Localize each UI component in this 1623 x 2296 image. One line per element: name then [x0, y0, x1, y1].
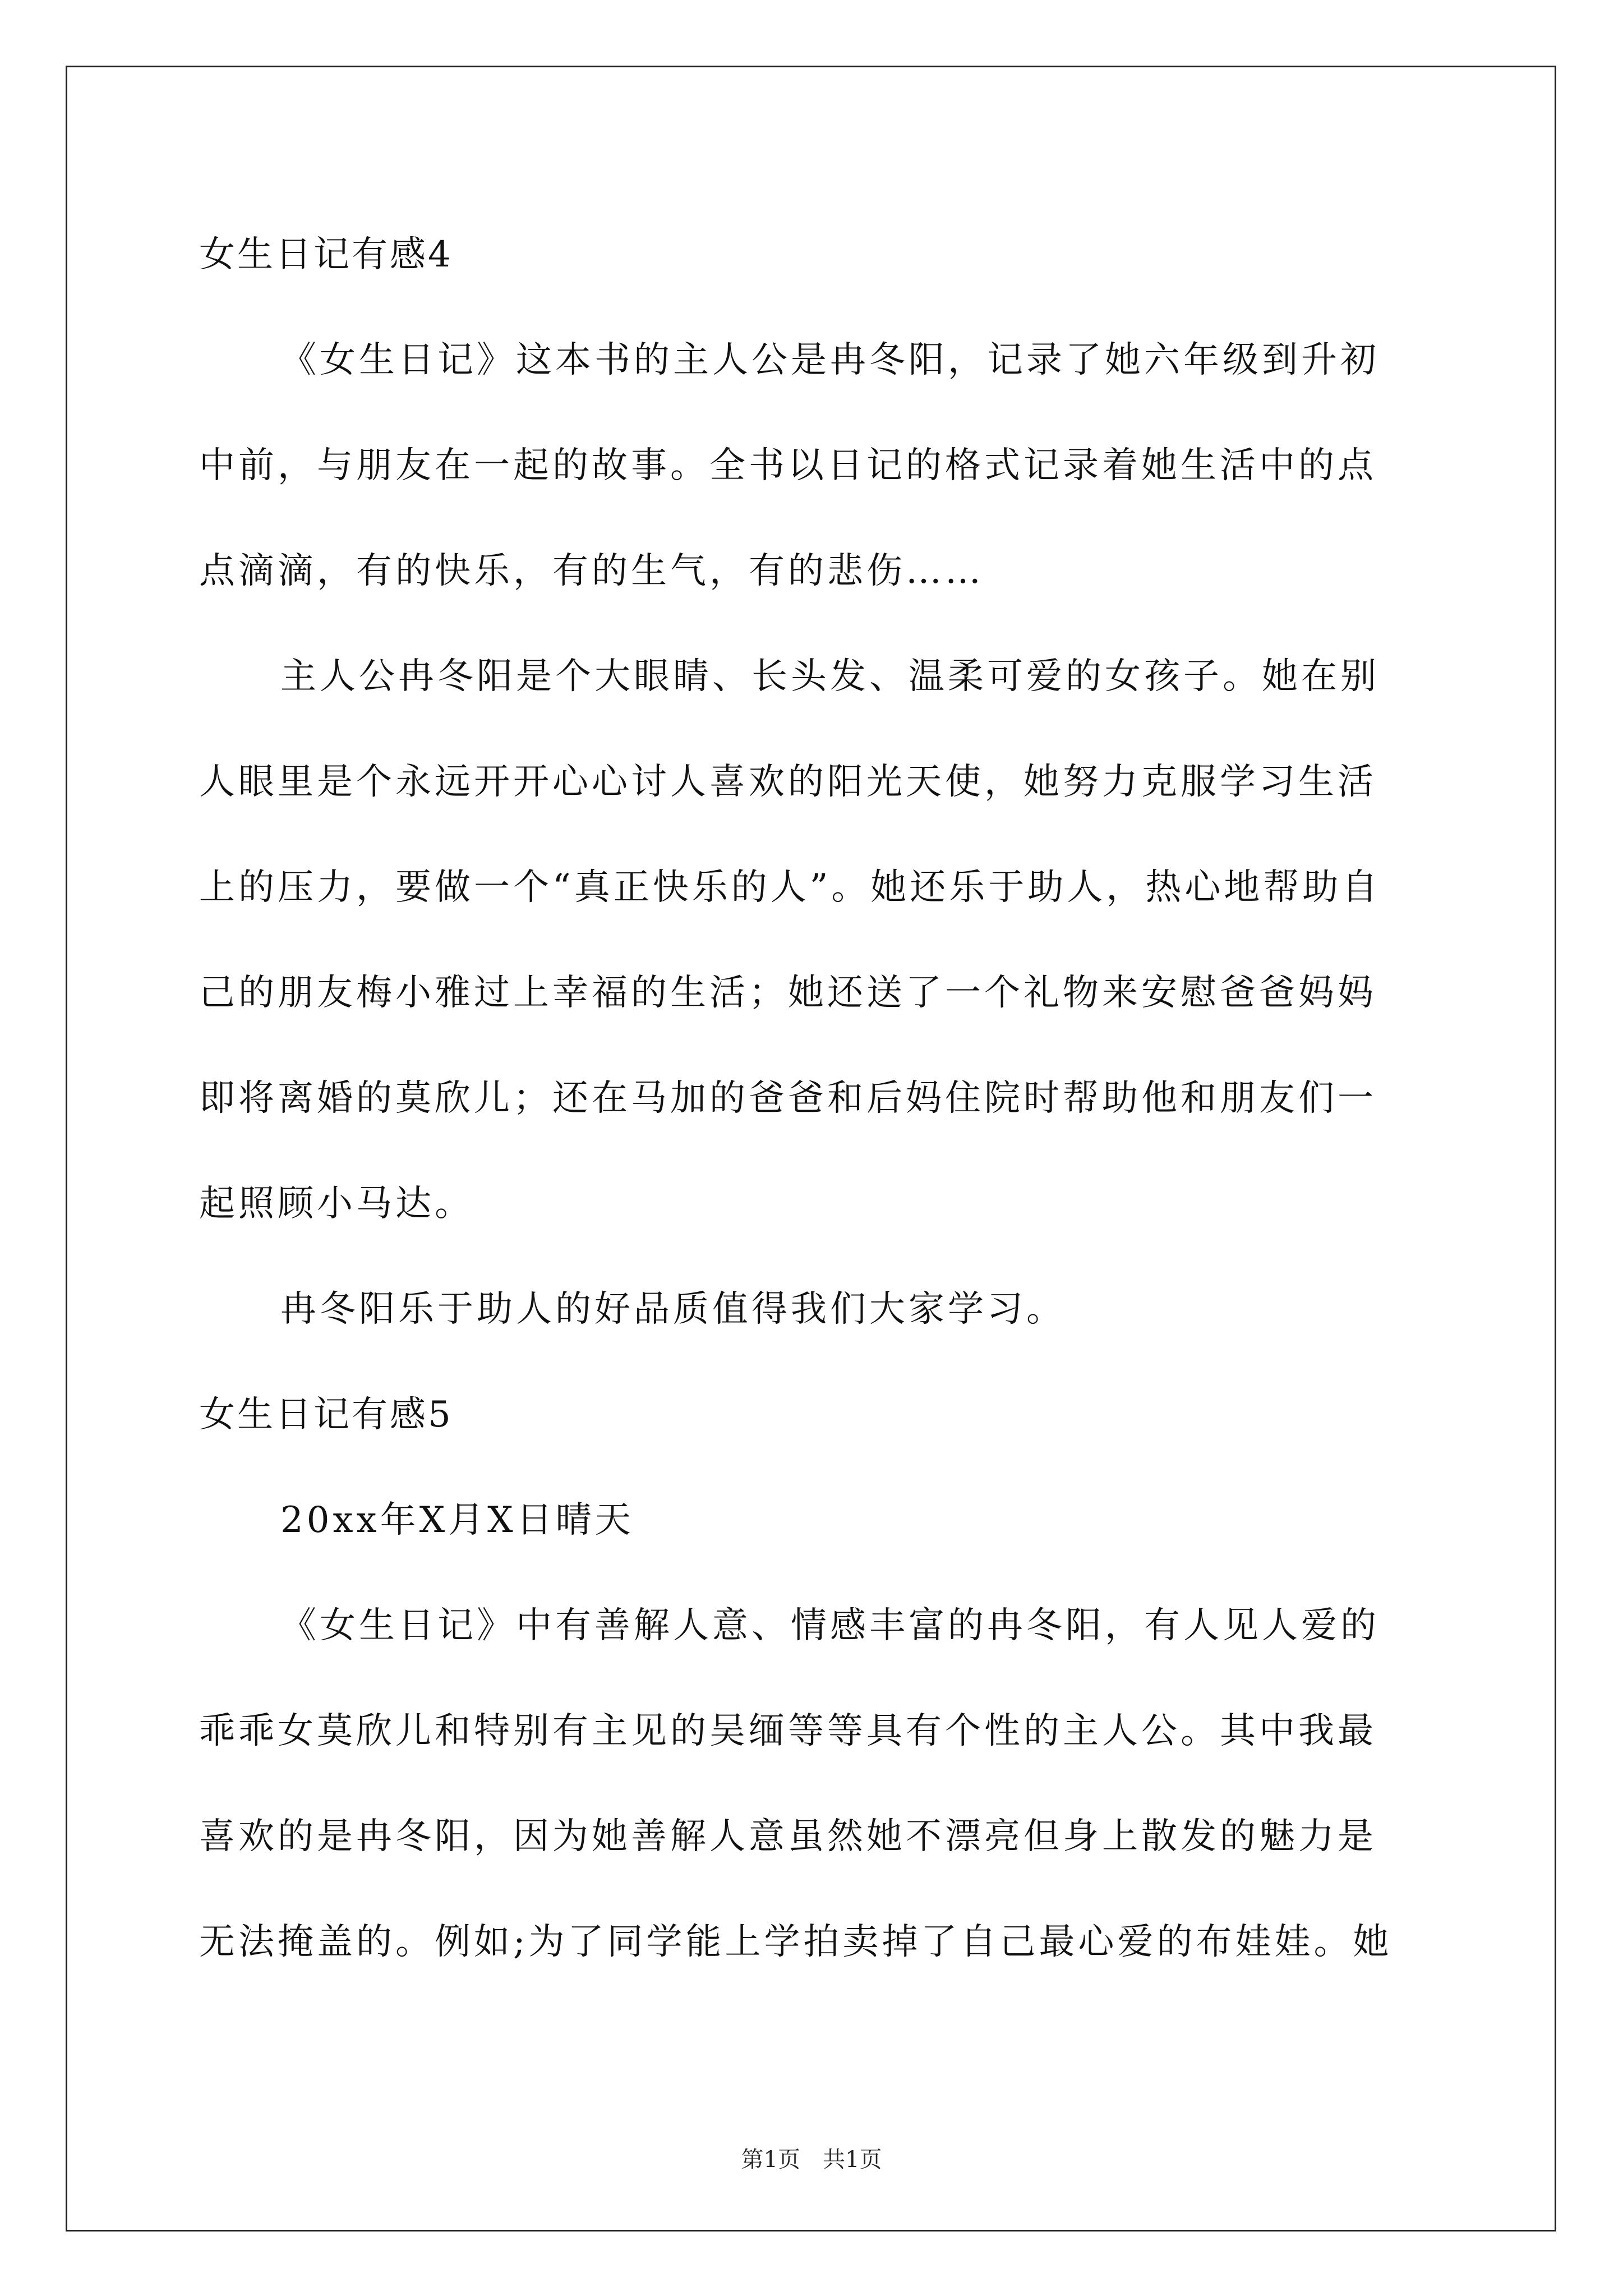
paragraph-line: 《女生日记》这本书的主人公是冉冬阳，记录了她六年级到升初 — [280, 339, 1380, 381]
paragraph-line: 点滴滴，有的快乐，有的生气，有的悲伤…… — [199, 550, 984, 592]
paragraph-line: 人眼里是个永远开开心心讨人喜欢的阳光天使，她努力克服学习生活 — [199, 761, 1377, 803]
paragraph-line: 即将离婚的莫欣儿；还在马加的爸爸和后妈住院时帮助他和朋友们一 — [199, 1078, 1377, 1119]
paragraph-line: 乖乖女莫欣儿和特别有主见的吴缅等等具有个性的主人公。其中我最 — [199, 1710, 1377, 1752]
paragraph-line: 主人公冉冬阳是个大眼睛、长头发、温柔可爱的女孩子。她在别 — [280, 656, 1380, 697]
paragraph-line: 喜欢的是冉冬阳，因为她善解人意虽然她不漂亮但身上散发的魅力是 — [199, 1816, 1377, 1857]
paragraph-line: 无法掩盖的。例如;为了同学能上学拍卖掉了自己最心爱的布娃娃。她 — [199, 1921, 1393, 1963]
section-heading: 女生日记有感4 — [199, 234, 453, 275]
paragraph-line: 冉冬阳乐于助人的好品质值得我们大家学习。 — [280, 1289, 1066, 1330]
page-number: 第1页 — [741, 2147, 800, 2173]
page-footer — [0, 2142, 1623, 2174]
document-body — [199, 202, 1422, 1995]
paragraph-line: 起照顾小马达。 — [199, 1183, 474, 1225]
section-heading: 女生日记有感5 — [199, 1394, 453, 1435]
paragraph-line: 己的朋友梅小雅过上幸福的生活；她还送了一个礼物来安慰爸爸妈妈 — [199, 972, 1377, 1014]
paragraph-line: 《女生日记》中有善解人意、情感丰富的冉冬阳，有人见人爱的 — [280, 1605, 1380, 1646]
paragraph-line: 上的压力，要做一个“真正快乐的人”。她还乐于助人，热心地帮助自 — [199, 867, 1381, 908]
page-total: 共1页 — [823, 2147, 882, 2173]
paragraph-line: 中前，与朋友在一起的故事。全书以日记的格式记录着她生活中的点 — [199, 445, 1377, 486]
date-line: 20xx年X月X日晴天 — [280, 1499, 634, 1541]
